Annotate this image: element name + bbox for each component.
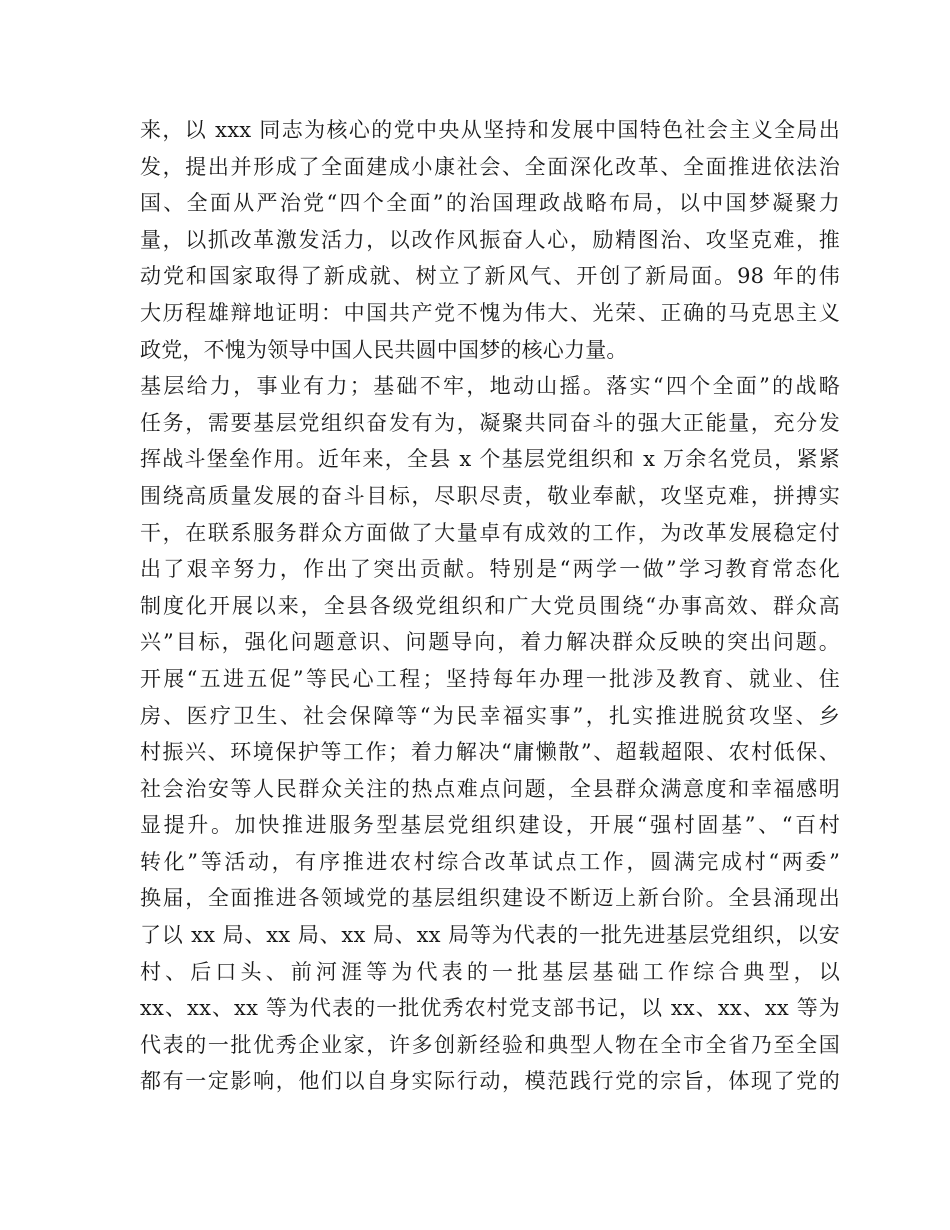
text-line: 制度化开展以来，全县各级党组织和广大党员围绕“办事高效、群众高 xyxy=(140,593,840,618)
text-line: 换届，全面推进各领域党的基层组织建设不断迈上新台阶。全县涌现出 xyxy=(140,886,840,911)
text-line: 发，提出并形成了全面建成小康社会、全面深化改革、全面推进依法治 xyxy=(140,154,840,179)
text-line: 村振兴、环境保护等工作；着力解决“庸懒散”、超载超限、农村低保、 xyxy=(140,740,840,765)
text-line: 显提升。加快推进服务型基层党组织建设，开展“强村固基”、“百村 xyxy=(140,813,840,838)
body-text xyxy=(140,112,840,1100)
text-line: 出了艰辛努力，作出了突出贡献。特别是“两学一做”学习教育常态化 xyxy=(140,557,840,582)
text-line: 政党，不愧为领导中国人民共圆中国梦的核心力量。 xyxy=(140,337,628,362)
text-line: 挥战斗堡垒作用。近年来，全县 x 个基层党组织和 x 万余名党员，紧紧 xyxy=(140,447,840,472)
text-line: 房、医疗卫生、社会保障等“为民幸福实事”，扎实推进脱贫攻坚、乡 xyxy=(140,703,840,728)
text-line: 转化”等活动，有序推进农村综合改革试点工作，圆满完成村“两委” xyxy=(140,849,840,874)
text-line: 动党和国家取得了新成就、树立了新风气、开创了新局面。98 年的伟 xyxy=(140,264,840,289)
text-line: 围绕高质量发展的奋斗目标，尽职尽责，敬业奉献，攻坚克难，拼搏实 xyxy=(140,483,840,508)
text-line: 代表的一批优秀企业家，许多创新经验和典型人物在全市全省乃至全国 xyxy=(140,1032,840,1057)
text-line: 干，在联系服务群众方面做了大量卓有成效的工作，为改革发展稳定付 xyxy=(140,520,840,545)
text-line: 任务，需要基层党组织奋发有为，凝聚共同奋斗的强大正能量，充分发 xyxy=(140,410,840,435)
text-line: 村、后口头、前河涯等为代表的一批基层基础工作综合典型，以 xyxy=(140,959,840,984)
text-line: 基层给力，事业有力；基础不牢，地动山摇。落实“四个全面”的战略 xyxy=(140,374,840,399)
text-line: 来，以 xxx 同志为核心的党中央从坚持和发展中国特色社会主义全局出 xyxy=(140,118,840,142)
text-line: 了以 xx 局、xx 局、xx 局、xx 局等为代表的一批先进基层党组织，以安 xyxy=(140,923,840,948)
text-line: 大历程雄辩地证明：中国共产党不愧为伟大、光荣、正确的马克思主义 xyxy=(140,300,840,325)
text-line: 兴”目标，强化问题意识、问题导向，着力解决群众反映的突出问题。 xyxy=(140,630,840,655)
text-line: 社会治安等人民群众关注的热点难点问题，全县群众满意度和幸福感明 xyxy=(140,776,840,801)
text-line: 开展“五进五促”等民心工程；坚持每年办理一批涉及教育、就业、住 xyxy=(140,666,840,691)
text-line: 都有一定影响，他们以自身实际行动，模范践行党的宗旨，体现了党的 xyxy=(140,1069,840,1094)
text-line: 量，以抓改革激发活力，以改作风振奋人心，励精图治、攻坚克难，推 xyxy=(140,227,840,252)
text-line: 国、全面从严治党“四个全面”的治国理政战略布局，以中国梦凝聚力 xyxy=(140,191,840,216)
text-line: xx、xx、xx 等为代表的一批优秀农村党支部书记，以 xx、xx、xx 等为 xyxy=(140,996,840,1021)
